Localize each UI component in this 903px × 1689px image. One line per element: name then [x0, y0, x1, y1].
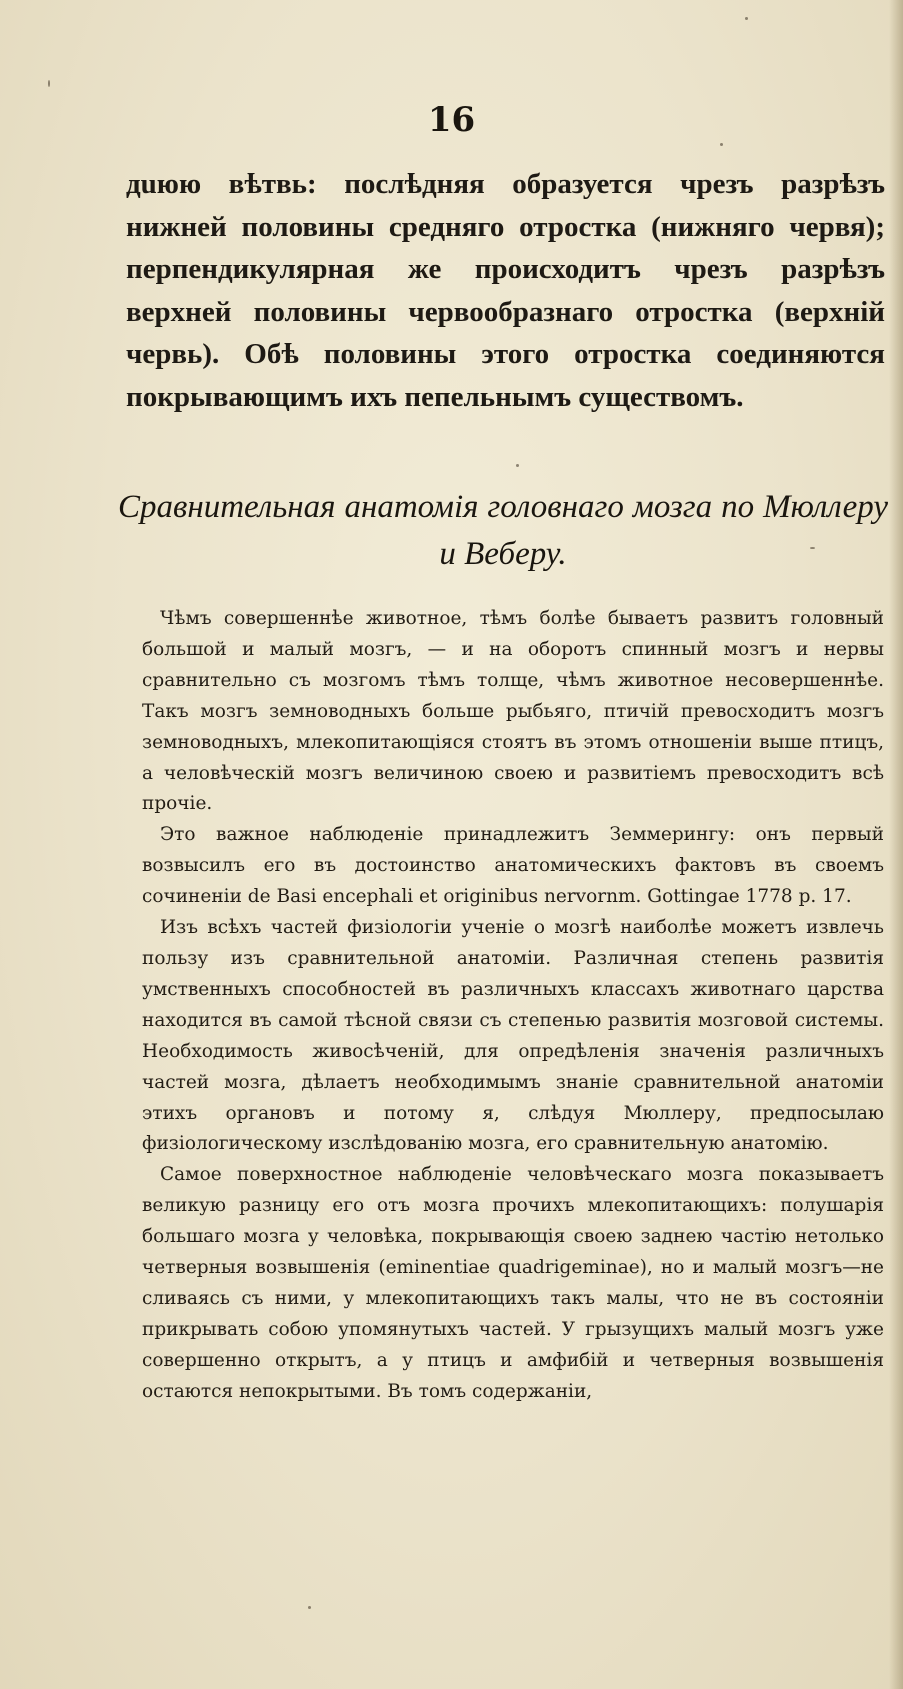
page-number: 16	[427, 100, 476, 140]
page-edge-shadow	[889, 0, 903, 1689]
paper-speck	[810, 547, 815, 549]
paragraph-3: Изъ всѣхъ частей физiологiи ученiе о мозгѣ наиболѣе можетъ извлечь пользу изъ сравнительной анатомiи. Различная степень развитiя умственныхъ способностей въ различныхъ классахъ животнаго царства находится въ самой тѣсной связи съ степенью развитiя мозговой системы. Необходимость живосѣченiй, для опредѣленiя значенiя различныхъ частей мозга, дѣлаетъ необходимымъ знанiе сравнительной анатомiи этихъ органовъ и потому я, слѣдуя Мюллеру, предпосылаю физiологическому изслѣдованiю мозга, его сравнительную анатомiю.	[142, 917, 884, 1155]
paragraph-2: Это важное наблюденiе принадлежитъ Земмерингу: онъ первый возвысилъ его въ достоинство анатомическихъ фактовъ въ своемъ сочиненiи de Basi encephali et originibus nervornm. Gottingae 1778 p. 17.	[142, 824, 884, 908]
body-text	[142, 604, 884, 1408]
continuation-paragraph: дuюю вѣтвь: послѣдняя образуется чрезъ разрѣзъ нижней половины средняго отростка (нижняго червя); перпендикулярная же происходитъ чрезъ разрѣзъ верхней половины червообразнаго отростка (верхнiй червь). Обѣ половины этого отростка соединяются покрывающимъ ихъ пепельнымъ существомъ.	[126, 168, 885, 413]
section-heading: Сравнительная анатомiя головнаго мозга по Мюллеру и Веберу.	[118, 489, 888, 572]
paper-speck	[48, 80, 50, 87]
paragraph-1: Чѣмъ совершеннѣе животное, тѣмъ болѣе бываетъ развитъ головный большой и малый мозгъ, — и на оборотъ спинный мозгъ и нервы сравнительно съ мозгомъ тѣмъ толще, чѣмъ животное несовершеннѣе. Такъ мозгъ земноводныхъ больше рыбьяго, птичiй превосходитъ мозгъ земноводныхъ, млекопитающiяся стоятъ въ этомъ отношенiи выше птицъ, а человѣческiй мозгъ величиною своею и развитiемъ превосходитъ всѣ прочiе.	[142, 608, 884, 815]
paper-speck	[745, 17, 748, 20]
paper-speck	[516, 464, 519, 467]
paragraph-4: Самое поверхностное наблюденiе человѣческаго мозга показываетъ великую разницу его отъ мозга прочихъ млекопитающихъ: полушарiя большаго мозга у человѣка, покрывающiя своею заднею частiю нетолько четверныя возвышенiя (eminentiae quadrigeminae), но и малый мозгъ—не сливаясь съ ними, у млекопитающихъ такъ малы, что не въ состоянiи прикрывать собою упомянутыхъ частей. У грызущихъ малый мозгъ уже совершенно открытъ, а у птицъ и амфибiй и четверныя возвышенiя остаются непокрытыми. Въ томъ содержанiи,	[142, 1164, 884, 1402]
paper-speck	[720, 143, 723, 146]
paper-speck	[308, 1606, 311, 1609]
